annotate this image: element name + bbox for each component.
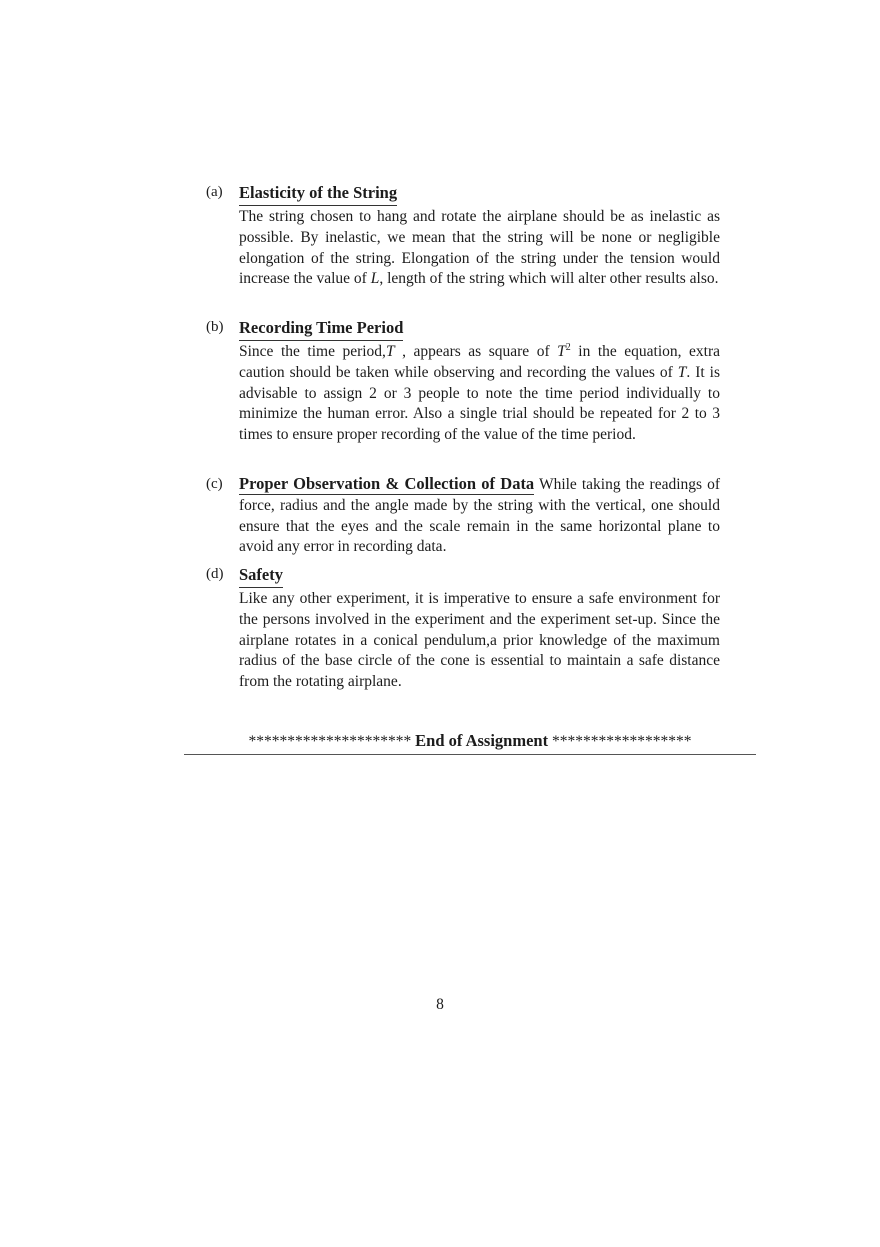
stars-left: *********************: [248, 733, 412, 750]
body-text-part: in the equation, extra caution should be taken while observing and recording the values of: [239, 343, 721, 381]
body-text-part: , length of the string which will alter other results also.: [379, 270, 719, 288]
item-body: [239, 342, 720, 446]
item-body: [239, 474, 720, 558]
item-body: [239, 207, 720, 290]
item-heading: Elasticity of the String: [239, 182, 397, 206]
body-text-part: . It is advisable to assign 2 or 3 people to note the time period individually to minimize the human error. Also a single trial should be repeated for 2 to 3 times to ensure proper recording of the value of the time period.: [239, 363, 721, 444]
item-marker: (c): [206, 476, 223, 492]
item-marker: (a): [206, 184, 223, 200]
body-text-part: Since the time period,: [239, 343, 386, 360]
item-marker: (b): [206, 319, 224, 335]
item-heading: Recording Time Period: [239, 317, 403, 341]
page-number: 8: [436, 996, 444, 1013]
item-heading: Safety: [239, 564, 283, 588]
math-symbol: L: [370, 270, 380, 288]
body-text-part: While taking the readings of force, radius and the angle made by the string with the vertical, one should ensure that the eyes and the scale remain in the same horizontal plane to avoid any error in recording data.: [239, 476, 720, 556]
math-exponent: 2: [565, 341, 571, 353]
item-marker: (d): [206, 566, 224, 582]
math-symbol: T: [385, 343, 395, 360]
math-symbol: T: [557, 343, 566, 360]
item-body: Like any other experiment, it is imperative to ensure a safe environment for the persons involved in the experiment and the experiment set-up. Since the airplane rotates in a conical pendulum,a prior knowledge of the maximum radius of the base circle of the cone is essential to maintain a safe distance from the rotating airplane.: [239, 590, 720, 691]
math-symbol: T: [677, 363, 687, 381]
end-of-assignment-banner: [184, 730, 756, 755]
end-title: End of Assignment: [415, 731, 549, 750]
body-text-part: , appears as square of: [394, 343, 558, 360]
body-text-part: The string chosen to hang and rotate the airplane should be as inelastic as possible. By inelastic, we mean that the string will be none or negligible elongation of the string. Elongation of the string under the tension would increase the value of: [239, 208, 720, 288]
stars-right: ******************: [551, 733, 692, 750]
item-heading: Proper Observation & Collection of Data: [239, 474, 535, 493]
